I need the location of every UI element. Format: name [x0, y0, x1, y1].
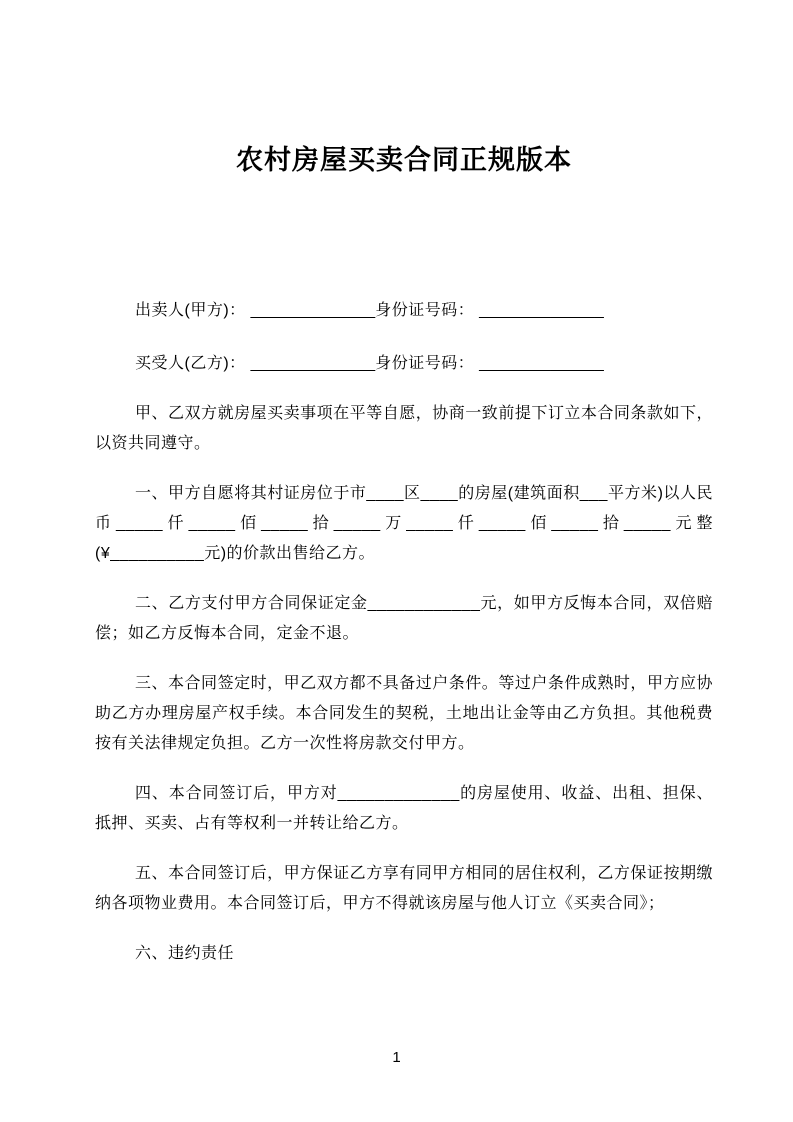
- buyer-line: [95, 349, 713, 379]
- paragraph-clause-5: 五、本合同签订后，甲方保证乙方享有同甲方相同的居住权利，乙方保证按期缴纳各项物业费用。本合同签订后，甲方不得就该房屋与他人订立《买卖合同》；: [95, 865, 713, 912]
- seller-line: [95, 296, 713, 326]
- seller-id-label: 身份证号码：: [375, 302, 480, 319]
- page-number: 1: [392, 1049, 401, 1066]
- seller-role-label: 出卖人(甲方)：: [135, 302, 251, 319]
- buyer-id-label: 身份证号码：: [375, 355, 480, 372]
- paragraph-intro: 甲、乙双方就房屋买卖事项在平等自愿，协商一致前提下订立本合同条款如下，以资共同遵守。: [95, 405, 713, 452]
- buyer-name-blank: ______________: [250, 355, 376, 372]
- buyer-id-blank: ______________: [479, 355, 604, 372]
- paragraph-clause-1: 一、甲方自愿将其村证房位于市____区____的房屋(建筑面积___平方米)以人民币_____仟_____佰_____拾_____万_____仟_____佰_____拾_____元整(¥__________元)的价款出售给乙方。: [95, 485, 713, 562]
- document-title: 农村房屋买卖合同正规版本: [236, 145, 572, 175]
- seller-name-blank: ______________: [250, 302, 376, 319]
- paragraph-clause-4: 四、本合同签订后，甲方对_____________的房屋使用、收益、出租、担保、抵押、买卖、占有等权利一并转让给乙方。: [95, 785, 713, 832]
- paragraph-clause-6-heading: 六、违约责任: [135, 945, 235, 962]
- buyer-role-label: 买受人(乙方)：: [135, 355, 251, 372]
- seller-id-blank: ______________: [479, 302, 604, 319]
- paragraph-clause-3: 三、本合同签定时，甲乙双方都不具备过户条件。等过户条件成熟时，甲方应协助乙方办理房屋产权手续。本合同发生的契税，土地出让金等由乙方负担。其他税费按有关法律规定负担。乙方一次性将房款交付甲方。: [95, 675, 713, 752]
- paragraph-clause-2: 二、乙方支付甲方合同保证定金____________元，如甲方反悔本合同，双倍赔偿；如乙方反悔本合同，定金不退。: [95, 595, 713, 642]
